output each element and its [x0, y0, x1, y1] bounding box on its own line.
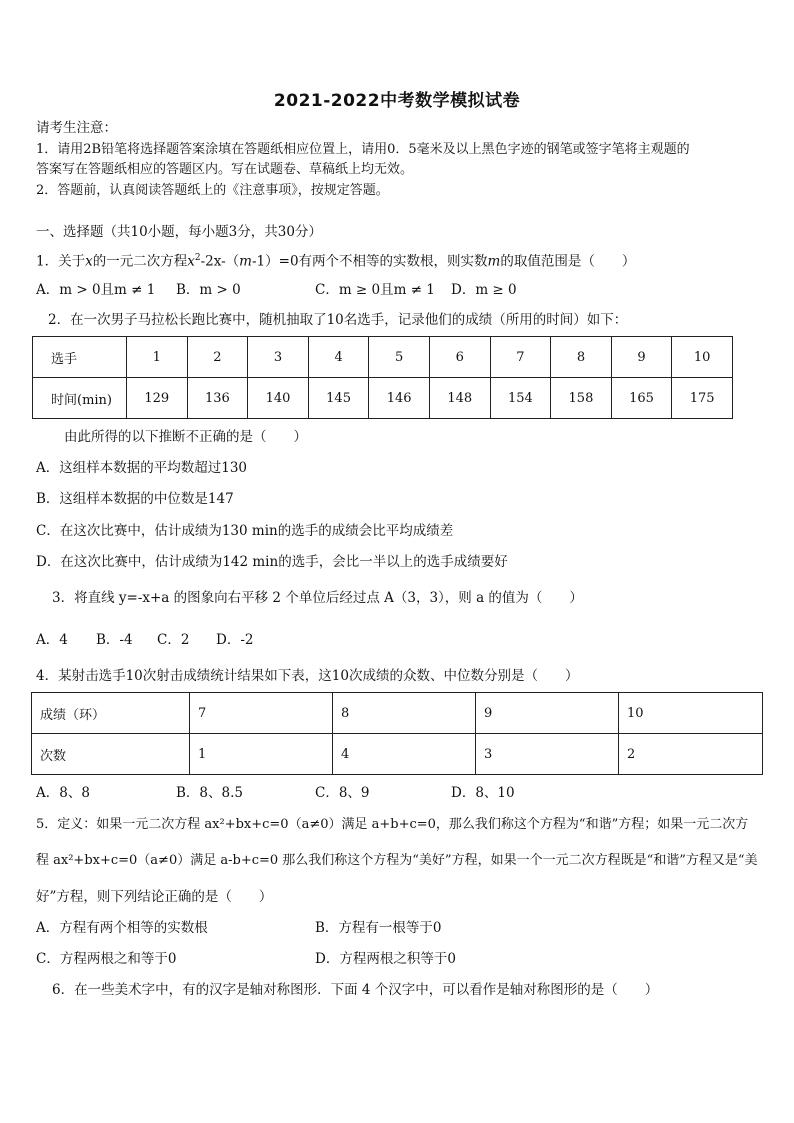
question-4-option-a: A．8、8 — [36, 785, 90, 801]
question-6-stem: 6．在一些美术字中，有的汉字是轴对称图形．下面 4 个汉字中，可以看作是轴对称图形的是（ ） — [52, 982, 659, 998]
table-cell: 9 — [476, 693, 619, 734]
table-cell: 165 — [611, 378, 672, 419]
table-cell: 10 — [672, 337, 733, 378]
marathon-times-table — [32, 336, 733, 419]
table-cell: 5 — [369, 337, 430, 378]
question-2-follow: 由此所得的以下推断不正确的是（ ） — [64, 429, 307, 445]
question-5-line-3: 好”方程，则下列结论正确的是（ ） — [36, 889, 273, 905]
table-cell: 4 — [308, 337, 369, 378]
table-row — [33, 337, 733, 378]
table-cell: 7 — [490, 337, 551, 378]
table-cell: 3 — [248, 337, 309, 378]
table-cell: 136 — [187, 378, 248, 419]
table-cell: 1 — [127, 337, 188, 378]
question-2-option-d: D．在这次比赛中，估计成绩为142 min的选手，会比一半以上的选手成绩要好 — [36, 554, 508, 570]
question-1-option-c: C．m ≥ 0且m ≠ 1 — [315, 282, 435, 298]
page-title: 2021-2022中考数学模拟试卷 — [273, 91, 521, 111]
question-5-option-d: D．方程两根之积等于0 — [315, 951, 456, 967]
question-2-option-b: B．这组样本数据的中位数是147 — [36, 491, 234, 507]
question-3-option-d: D．-2 — [216, 632, 254, 648]
table-row — [32, 693, 763, 734]
question-2-option-c: C．在这次比赛中，估计成绩为130 min的选手的成绩会比平均成绩差 — [36, 523, 454, 539]
table-cell: 129 — [127, 378, 188, 419]
notice-item-1-line-1: 1．请用2B铅笔将选择题答案涂填在答题纸相应位置上，请用0．5毫米及以上黑色字迹的钢笔或签字笔将主观题的 — [36, 142, 690, 157]
question-1-stem: 1．关于x的一元二次方程$x^2-2x-(m-1)=0$有两个不相等的实数根，则实数m的取值范围是（ ） — [36, 253, 636, 270]
question-3-option-c: C．2 — [157, 632, 190, 648]
table-cell: 145 — [308, 378, 369, 419]
notice-heading: 请考生注意： — [36, 120, 117, 136]
table-cell: 2 — [619, 734, 763, 775]
table-cell: 7 — [190, 693, 333, 734]
table-cell: 10 — [619, 693, 763, 734]
table-cell: 6 — [429, 337, 490, 378]
question-1-option-d: D．m ≥ 0 — [451, 282, 517, 298]
question-4-stem: 4．某射击选手10次射击成绩统计结果如下表，这10次成绩的众数、中位数分别是（ ） — [36, 668, 579, 684]
table-cell: 8 — [333, 693, 476, 734]
question-4-option-c: C．8、9 — [315, 785, 370, 801]
table-header-cell: 次数 — [32, 734, 190, 775]
question-3-option-a: A．4 — [36, 632, 68, 648]
question-1-option-a: A．m > 0且m ≠ 1 — [36, 282, 156, 298]
shooting-scores-table — [31, 692, 763, 775]
table-cell: 175 — [672, 378, 733, 419]
section-heading: 一、选择题（共10小题，每小题3分，共30分） — [36, 224, 322, 240]
table-cell: 8 — [551, 337, 612, 378]
question-2-stem: 2．在一次男子马拉松长跑比赛中，随机抽取了10名选手，记录他们的成绩（所用的时间）如下： — [48, 312, 628, 328]
question-3-stem: 3．将直线 y=-x+a 的图象向右平移 2 个单位后经过点 A（3，3），则 a 的值为（ ） — [52, 590, 583, 606]
notice-item-1-line-2: 答案写在答题纸相应的答题区内。写在试题卷、草稿纸上均无效。 — [36, 162, 414, 177]
table-header-cell: 时间(min) — [33, 378, 127, 419]
table-header-cell: 选手 — [33, 337, 127, 378]
table-cell: 148 — [429, 378, 490, 419]
table-cell: 158 — [551, 378, 612, 419]
question-4-option-d: D．8、10 — [451, 785, 515, 801]
question-5-option-b: B．方程有一根等于0 — [315, 920, 442, 936]
question-5-option-a: A．方程有两个相等的实数根 — [36, 920, 208, 936]
table-cell: 140 — [248, 378, 309, 419]
table-cell: 154 — [490, 378, 551, 419]
table-cell: 9 — [611, 337, 672, 378]
notice-item-2: 2．答题前，认真阅读答题纸上的《注意事项》，按规定答题。 — [36, 183, 389, 198]
table-header-cell: 成绩（环） — [32, 693, 190, 734]
table-cell: 2 — [187, 337, 248, 378]
question-3-option-b: B．-4 — [96, 632, 133, 648]
question-1-option-b: B．m > 0 — [176, 282, 241, 298]
table-row — [32, 734, 763, 775]
question-5-option-c: C．方程两根之和等于0 — [36, 951, 177, 967]
question-5-line-1: 5．定义：如果一元二次方程 ax²+bx+c=0（a≠0）满足 a+b+c=0，那么我们称这个方程为“和谐”方程；如果一元二次方 — [36, 817, 749, 832]
table-row — [33, 378, 733, 419]
question-4-option-b: B．8、8.5 — [176, 785, 243, 801]
table-cell: 4 — [333, 734, 476, 775]
question-2-option-a: A．这组样本数据的平均数超过130 — [36, 460, 248, 476]
table-cell: 146 — [369, 378, 430, 419]
table-cell: 1 — [190, 734, 333, 775]
table-cell: 3 — [476, 734, 619, 775]
question-5-line-2: 程 ax²+bx+c=0（a≠0）满足 a-b+c=0 那么我们称这个方程为“美好”方程，如果一个一元二次方程既是“和谐”方程又是“美 — [36, 853, 758, 868]
